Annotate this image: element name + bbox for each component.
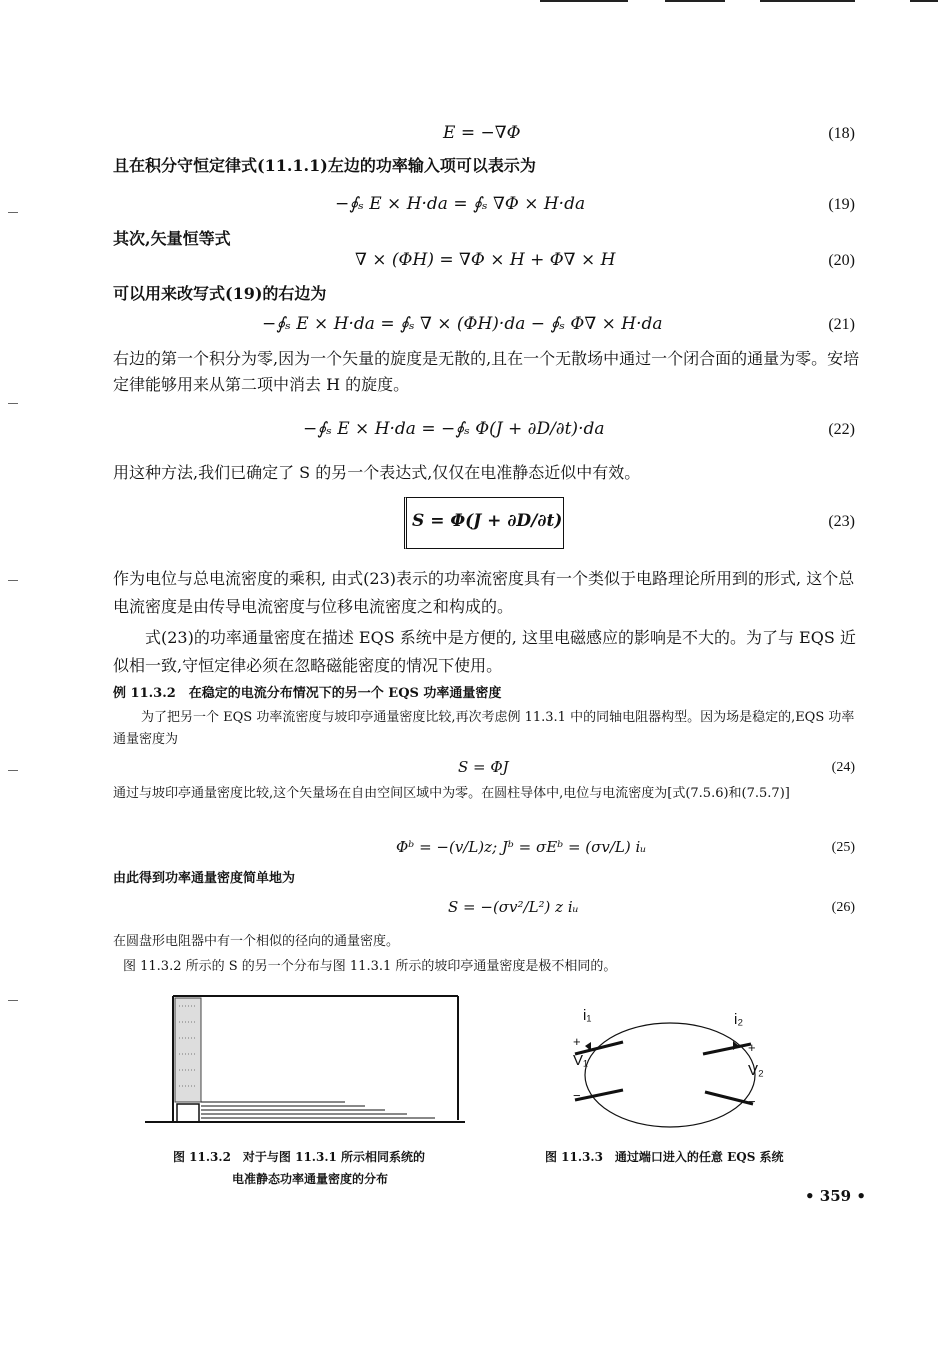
- equation-number: (20): [828, 252, 855, 269]
- minus-sign: −: [573, 1088, 581, 1103]
- figure-caption: 图 11.3.3 通过端口进入的任意 EQS 系统: [545, 1150, 784, 1164]
- equation-26: S = −(σv²/L²) z iᵤ: [448, 898, 579, 916]
- top-rule: [760, 0, 855, 2]
- paragraph: 可以用来改写式(19)的右边为: [113, 284, 327, 303]
- figure-11-3-2: [145, 992, 470, 1137]
- paragraph: 通过与坡印亭通量密度比较,这个矢量场在自由空间区域中为零。在圆柱导体中,电位与电流密度为[式(7.5.6)和(7.5.7)]: [113, 786, 790, 801]
- margin-mark: [8, 403, 18, 404]
- page-number: • 359 •: [805, 1187, 866, 1205]
- equation-number: (23): [828, 513, 855, 530]
- paragraph: 由此得到功率通量密度简单地为: [113, 871, 296, 886]
- paragraph: 用这种方法,我们已确定了 S 的另一个表达式,仅仅在电准静态近似中有效。: [113, 463, 641, 482]
- figure-11-3-3: [565, 1020, 775, 1130]
- equation-24: S = ΦJ: [458, 758, 509, 776]
- minus-sign: −: [748, 1094, 756, 1109]
- equation-22: −∮ₛ E × H·da = −∮ₛ Φ(J + ∂D/∂t)·da: [303, 419, 605, 439]
- equation-number: (18): [828, 125, 855, 142]
- voltage-label-v1: V₁: [573, 1052, 589, 1069]
- equation-20: ∇ × (ΦH) = ∇Φ × H + Φ∇ × H: [355, 250, 616, 270]
- equation-number: (21): [828, 316, 855, 333]
- equation-number: (19): [828, 196, 855, 213]
- figure-caption: 图 11.3.2 对于与图 11.3.1 所示相同系统的: [173, 1150, 426, 1164]
- paragraph: 为了把另一个 EQS 功率流密度与坡印亭通量密度比较,再次考虑例 11.3.1 中的同轴电阻器构型。因为场是稳定的,EQS 功率通量密度为: [113, 710, 855, 747]
- margin-mark: [8, 1000, 18, 1001]
- equation-25: Φᵇ = −(v/L)z; Jᵇ = σEᵇ = (σv/L) iᵤ: [396, 838, 647, 856]
- equation-number: (22): [828, 421, 855, 438]
- equation-number: (26): [831, 900, 855, 915]
- top-rule: [540, 0, 628, 2]
- plus-sign: +: [748, 1040, 756, 1055]
- paragraph: 其次,矢量恒等式: [113, 229, 231, 248]
- paragraph: 右边的第一个积分为零,因为一个矢量的旋度是无散的,且在一个无散场中通过一个闭合面的通量为零。安培定律能够用来从第二项中消去 H 的旋度。: [113, 349, 860, 394]
- equation-number: (24): [831, 760, 855, 775]
- current-label-i1: i₁: [583, 1007, 592, 1024]
- margin-mark: [8, 580, 18, 581]
- paragraph: 式(23)的功率通量密度在描述 EQS 系统中是方便的, 这里电磁感应的影响是不大的。为了与 EQS 近似相一致,守恒定律必须在忽略磁能密度的情况下使用。: [113, 628, 856, 675]
- top-rule: [910, 0, 938, 2]
- paragraph: 图 11.3.2 所示的 S 的另一个分布与图 11.3.1 所示的坡印亭通量密度是极不相同的。: [123, 959, 617, 974]
- equation-19: −∮ₛ E × H·da = ∮ₛ ∇Φ × H·da: [335, 194, 586, 214]
- equation-21: −∮ₛ E × H·da = ∮ₛ ∇ × (ΦH)·da − ∮ₛ Φ∇ × H·da: [262, 314, 663, 334]
- top-rule: [665, 0, 725, 2]
- margin-mark: [8, 770, 18, 771]
- example-title: 例 11.3.2 在稳定的电流分布情况下的另一个 EQS 功率通量密度: [113, 686, 502, 701]
- plus-sign: +: [573, 1034, 581, 1049]
- current-label-i2: i₂: [734, 1011, 744, 1028]
- paragraph: 且在积分守恒定律式(11.1.1)左边的功率输入项可以表示为: [113, 156, 536, 175]
- paragraph: 在圆盘形电阻器中有一个相似的径向的通量密度。: [113, 934, 400, 949]
- equation-23: S = Φ(J + ∂D/∂t): [412, 511, 563, 531]
- paragraph: 作为电位与总电流密度的乘积, 由式(23)表示的功率流密度具有一个类似于电路理论所用到的形式, 这个总电流密度是由传导电流密度与位移电流密度之和构成的。: [113, 569, 855, 616]
- margin-mark: [8, 212, 18, 213]
- voltage-label-v2: V₂: [748, 1062, 764, 1079]
- equation-18: E = −∇Φ: [443, 123, 521, 143]
- figure-caption: 电准静态功率通量密度的分布: [232, 1172, 389, 1186]
- equation-number: (25): [831, 840, 855, 855]
